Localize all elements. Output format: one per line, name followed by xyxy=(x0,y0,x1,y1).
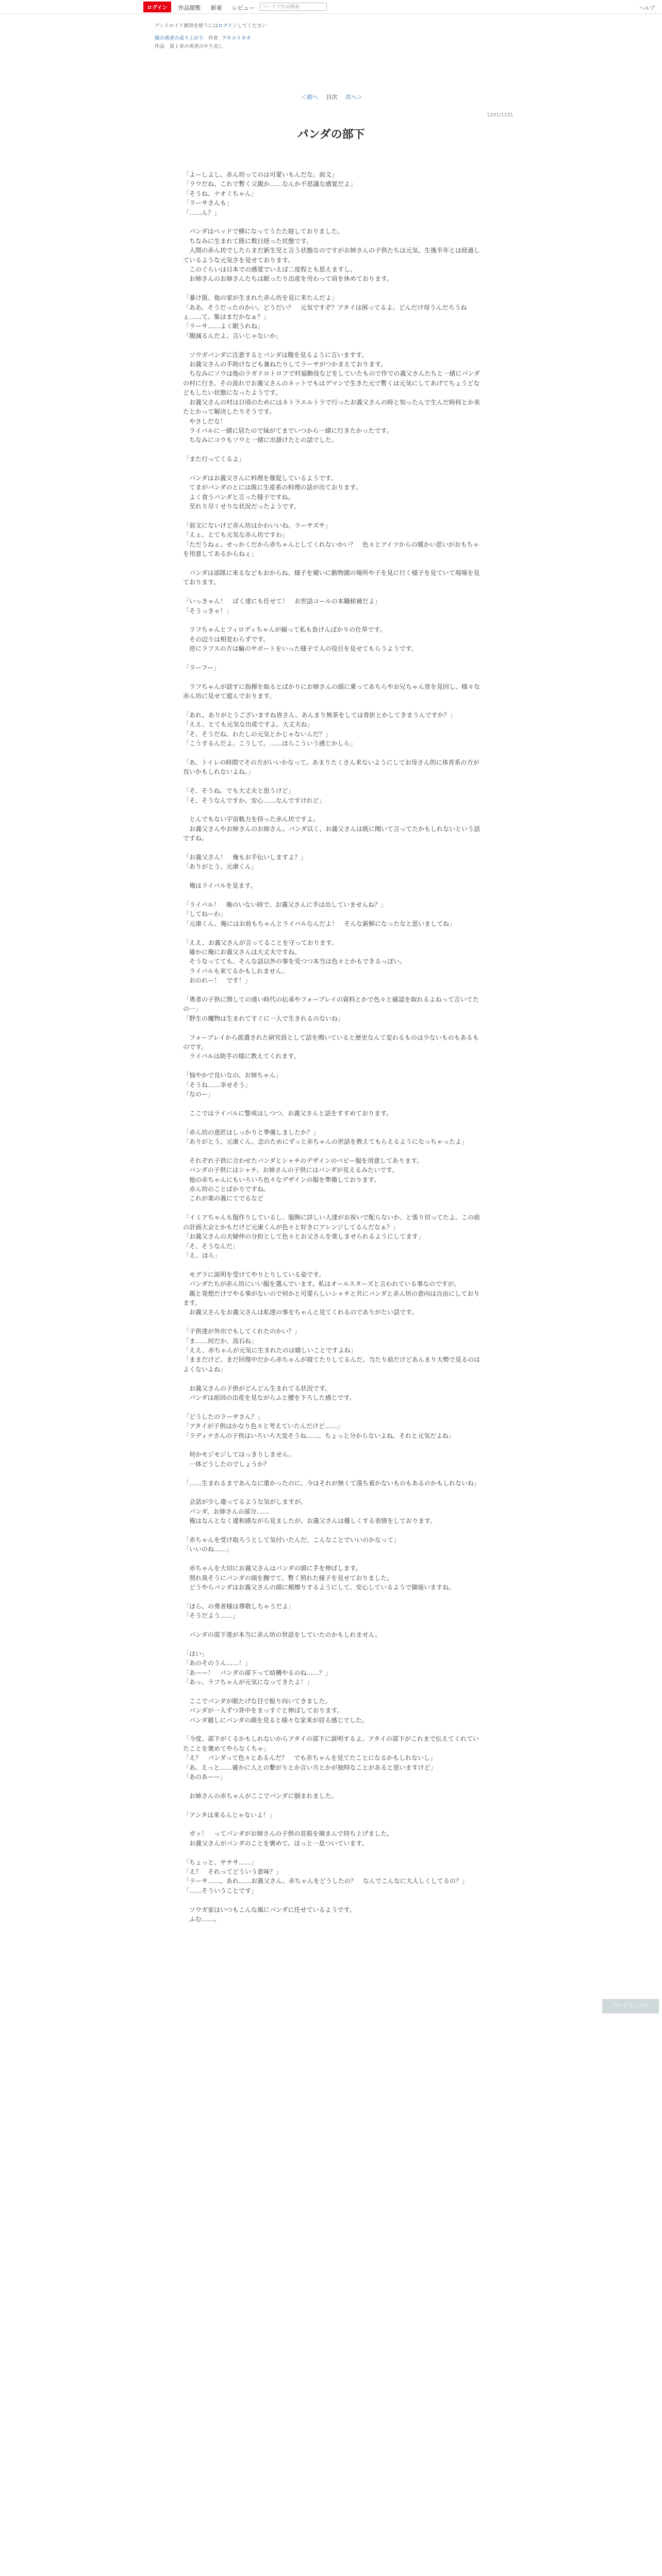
chapter-title: パンダの部下 xyxy=(297,128,365,141)
paragraph: 「そ、そうね。でも大丈夫と思うけど」 「そ、そうなんですか。安心……なんですけれど」 xyxy=(183,787,325,804)
paragraph: ソウガ家はいつもこんな風にパンダに任せているようです。 ふむ……。 xyxy=(183,1906,356,1923)
login-link[interactable]: ログイン xyxy=(218,23,238,29)
next-link[interactable]: 次へ＞ xyxy=(345,94,362,100)
paragraph: 「子供達が外出でもしてくれたのかい？」 「ま……何だか、流石ね」 「ええ、赤ちゃんが元気に生まれたのは嬉しいことですよね」 「ままだけど、まだ回復中だから赤ちゃんが寝てたりしてるんだ。当たり前だけどあんまり大勢で見るのはよくないよね」 xyxy=(183,1328,481,1373)
paragraph: パンダはお義父さんに料理を催促しているようです。 てまがパンダのとには既に生産系の料理の話が出ております。 よく食うパンダと言った様子ですね。 至れり尽くせりな状況だったようです。 xyxy=(183,474,362,511)
paragraph: 「暴け扱、他の家が生まれた赤ん坊を見に来たんだよ」 「ああ、そうだったのかい。どうだい？ 元気ですぞ？アタイは困ってるよ。どんだけ母うんだろうねぇ……て。集はまだかなぁ？」 「ラーサ……よく眠うれね」 「腹減るんだよ。言いじゃないか」 xyxy=(183,294,467,340)
login-notice: アンドロイド携帯を使うにはログインしてください xyxy=(155,23,267,29)
paragraph: 「ええ、お義父さんが言ってることを守っております。 確かに俺にお義父さんは大丈夫ですね。 そうなってても、そんな話以外の事を見つつ本当は色々とかもできるっぽい。 ライバルも来てるかもしれません。 おのれー！ です！」 xyxy=(183,939,406,985)
paragraph: 何かモジモジしてはっきりしません。 一体どうしたのでしょうか？ xyxy=(183,1451,295,1468)
nav-link-review[interactable]: レビュー xyxy=(231,4,255,11)
nav-link-new[interactable]: 新着 xyxy=(210,4,222,11)
paragraph: お義父さんの子供がどんどん生まれてる状況です。 パンダは前回の出産を見ながらふと腰を下ろした感じです。 xyxy=(183,1384,356,1401)
paragraph: 「よーしよし、赤ん坊ってのは可愛いもんだな。前文」 「ラウだね、これで暫く父親か……なんか不思議な感覚だよ」 「そうね、ナオミちゃん」 「ラーサさんも」 「……ん？」 xyxy=(183,171,357,216)
paragraph: ラフちゃんが話すに指揮を取るとばかりにお姉さんの頭に乗ってあちらやお兄ちゃん皆を見回し、様々な赤ん坊に見せて遊んでおります。 xyxy=(183,683,481,700)
nav-link-works[interactable]: 作品閲覧 xyxy=(178,4,201,11)
paragraph: 「今度、部下がくるかもしれないからアタイの部下に説明するよ。アタイの部下がこれまで伝えてくれていたことを褒めてやらなくちゃ」 「え？ パンダって色々とあるんだ？ でも赤ちゃんを見てたことになるかもしれないし」 「あ、えっと……確かに人との繋がりとか言い方とかが独特なことがあると思いますけど」 「あのあーー」 xyxy=(183,1735,479,1781)
top-bar xyxy=(0,0,662,14)
paragraph: 「お義父さん！ 俺もお手伝いしますよ？」 「ありがとう、元康くん」 xyxy=(183,854,307,871)
chapter-breadcrumb: 作品 第１章の勇者のやり直し xyxy=(155,44,224,49)
paragraph: 「悩やかで良いなの、お姉ちゃん」 「そうね……幸せそう」 「なのー」 xyxy=(183,1072,282,1098)
work-title-link[interactable]: 猫の勇者の成り上がり xyxy=(155,36,204,41)
nav-links xyxy=(171,2,255,12)
paragraph: 「あれ、ありがとうございますね皆さん。あんまり無茶をしては骨折とかしてきまうんですか？」 「ええ、とても元気な出産ですよ。大丈夫ね」 「そ、そうだね。わたしの元気とかじゃないんだ？」 「こうするんだよ。こうして。……ほらこういう感じかしら」 xyxy=(183,711,456,748)
paragraph: 「前文にないけど赤ん坊はかわいいね。ラーサズサ」 「えぇ、とても元気な赤ん坊ですわ」 「ただうねぇ。せっかくだから赤ちゃんとしてくれないかい？ 色々とアイツからの暖かい思いがおもちゃを用意してあるからねぇ」 xyxy=(183,521,479,558)
paragraph: 赤ちゃんを大切にお義父さんはパンダの頭に手を伸ばします。 照れ臭そうにパンダの頭を撫でて、暫く照れた様子を見せておりました。 どうやらパンダはお義父さんの頭に頬擦りするようにして、安心しているようで御座いますね。 xyxy=(183,1565,455,1591)
paragraph: 「勇者の子供に関しての遠い時代の伝承やフォーブレイの資料とかで色々と確認を取れるよねって言いてたの一」 「野生の魔物は生まれてすぐに一人で生きれるのないね」 xyxy=(183,996,479,1022)
paragraph: 「ラーフー」 xyxy=(183,664,220,671)
paragraph: それぞれ子供に合わせたパンダとシャチのデザインのベビー服を用意してあります。 パンダの子供にはシャチ、お姉さんの子供にはパンダが見えるみたいです。 他の赤ちゃんにもいろいろ色々なデザインの服を準備しております。 赤ん坊のことばかりですね。 これが楽の義にてでるなど xyxy=(183,1157,423,1202)
paragraph: 「赤ん坊の意匠はしっかりと準備しましたか？」 「ありがとう、元康くん。念のためにずっと赤ちゃんの世話を教えてもらえるようになっちゃったよ」 xyxy=(183,1128,468,1146)
paragraph: 「ほら、の勇者様は尊敬しちゃうだよ」 「そうだよう……」 xyxy=(183,1602,295,1620)
breadcrumb: 猫の勇者の成り上がり 作者 アキユリタオ xyxy=(155,36,251,41)
paragraph: パンダは部隊に来るなどもおからね、様子を窺いに動物園の場所や子を見に行く様子を見ていて現場を見ております。 xyxy=(183,569,480,586)
paragraph: 会話が少し違ってるような気がしますが。 パンダ、お姉さんの部分…… 俺はなんとなく違和感ながら見ましたが、お義父さんは優しくする表情をしております。 xyxy=(183,1498,437,1525)
paragraph: 「ちょっと、サササ……」 「え？ それってどういう意味？」 「ラーサ……、あれ……お義父さん、赤ちゃんをどうしたの？ なんでこんなに大人しくしてるの？」 「……そういうことです」 xyxy=(183,1858,468,1894)
search-input[interactable]: ワードで作品検索 xyxy=(260,3,327,11)
paragraph: とんでもない宇宙軌力を持った赤ん坊ですよ。 お義父さんやお姉さんのお姉さん、パンダ以く、お義父さんは既に聞いて言ってたかもしれないという話ですね。 xyxy=(183,816,481,842)
paragraph: パンダの部下達が本当に赤ん坊の世話をしていたのかもしれません。 xyxy=(183,1631,382,1638)
paragraph: ガッ！ ってパンダがお姉さんの子供の首筋を摘まんで持ち上げました。 お義父さんがパンダのことを褒めて、ほっと一息ついています。 xyxy=(183,1830,393,1847)
top-nav xyxy=(143,2,327,12)
paragraph: ソウガパンダに注意するとパンダは腹を見るように言いますす。 お義父さんの手助けなども兼ねたりしてラーサがつかまえております。 ちなみにソウは他のラガドロトロフで村福勤役などをしていたもので作での義父さんたちと一緒にパンダの村に行き、その流れでお義父さんのネットでもはグマンで生きた元で暫くは元気にしてあげてちょうどなどもしたい状態になったようです。 お義父さんの村は日頃のためにはネトラエルトラで行ったお義父さんの時と知ったんで生んだ時何とか来たとかって解決したりそうです。 やさしだな！ ライバルに一緒に居たので妹がてまでいつから一緒に行きたかったです。 ちなみにコウもソウと一緒に出掛けたとの話でした。 xyxy=(183,351,481,444)
paragraph: 「どうしたのラーサさん？」 「アタイが子供はかなり色々と考えていたんだけど……」 「ラディナさんの子供はいろいろ大変そうね……、ちょっと分からないよね。それと元気だよね」 xyxy=(183,1413,455,1439)
paragraph: ここではライバルに警戒はしつつ、お義父さんと話をすすめております。 xyxy=(183,1109,393,1117)
pager xyxy=(298,93,366,101)
chapter-body xyxy=(183,170,482,1934)
page-top-button[interactable]: ページトップへ xyxy=(602,1999,659,2013)
paragraph: 「はい」 「あのそのうん……！」 「あーー！ パンダの部下って結構やるのね……？」 「あっ、ラフちゃんが元気になってきたよ！」 xyxy=(183,1650,332,1686)
paragraph: ラフちゃんとフィロディちゃんが揃って私も負けんばかりの仕草です。 その辺りは相変わらずです。 逆にラフスの方は輪のサポートをいった様子で人の役目を見せてもらうようです。 xyxy=(183,626,418,653)
paragraph: パンダはベッドで横になってうたた寝しておりました。 ちなみに生まれて既に数日経った状態です。 人間の赤ん坊でしたらまだ新生児と言う状態なのですがお姉さんの子供たちは元気、生後半年とは経過しているような元気さを見せております。 このぐらいは日本での感覚でいえば二度程とも思えますし。 お姉さんのお姉さんたちは眠ったり出産を労わって肩を休めております。 xyxy=(183,228,481,283)
paragraph: 「アンタは来るんじゃないよ！」 xyxy=(183,1811,276,1819)
paragraph: 「イミアちゃんも服作りしているし、服飾に詳しい人達がお祝いで配らないか、と張り切ってたよ。この前の計画大会とかもだけど元康くんが色々と好きにアレンジしてるんだなぁ？」 「お義父さんの夫婦仲の分担として色々とお父さんを楽しませられるようにしてます」 「そ、そうなんだ」 「え、ほら」 xyxy=(183,1214,481,1259)
author-link[interactable]: アキユリタオ xyxy=(222,36,251,41)
prev-link[interactable]: ＜前へ xyxy=(301,94,318,100)
paragraph: 「ライバル！ 俺のいない時で、お義父さんに手は出していませんね？」 「してねーわ」 「元康くん、俺にはお前もちゃんとライバルなんだよ！ そんな新鮮になったなと思いましてね」 xyxy=(183,901,456,927)
paragraph: 「……生まれるまであんなに重かったのに、今はそれが無くて落ち着かないものもあるのかもしれないね」 xyxy=(183,1479,481,1487)
paragraph: 俺はライバルを見ます。 xyxy=(183,882,257,890)
index-link[interactable]: 目次 xyxy=(326,94,338,100)
paragraph: 「いっきゃん！ ばく達にも任せて！ お世話コールの本職候補だよ」 「そうっきゃ！」 xyxy=(183,598,381,615)
page-number: 1201/1151 xyxy=(487,112,514,118)
help-link[interactable]: ヘルプ xyxy=(639,6,655,11)
paragraph: モグラに説明を受けてやりとりしている姿です。 パンダたちが赤ん坊にいい服を選んでいます。私はオールスターズと言われている事なのですが。 親と発想だけでやる事がないので何かと可愛らしいシャチと共にパンダと赤ん坊の意向は自由にしております。 お義父さんをお義父さんは私達の事をちゃんと見てくれるのでありがたい話です。 xyxy=(183,1270,480,1316)
login-button[interactable]: ログイン xyxy=(143,2,171,12)
paragraph: フォーブレイから派遣された研究員として話を聞いていると歴史なんて変わるものは少ないものもあるものです。 ライバルは助手の様に教えてくれます。 xyxy=(183,1033,479,1060)
paragraph: お姉さんの赤ちゃんがここでパンダに掴まれました。 xyxy=(183,1792,338,1800)
paragraph: 「あ、トイレの時間でその方がいいかなって。あまりたくさん来ないようにしてお母さん的に体育系の方が良いかもしれないよね。」 xyxy=(183,758,479,776)
paragraph: 「また行ってくるよ」 xyxy=(183,455,245,463)
paragraph: ここでパンダが眠たげな目で振り向いてきました。 パンダが一人ずつ背中をまっすぐと伸ばしております。 パンダ越しにパンダの顔を見ると様々な家来が居る感じでした。 xyxy=(183,1697,369,1724)
paragraph: 「赤ちゃんを受け取ろうとして気付いたんだ、こんなことでいいのかなって」 「いいのね……」 xyxy=(183,1536,400,1553)
